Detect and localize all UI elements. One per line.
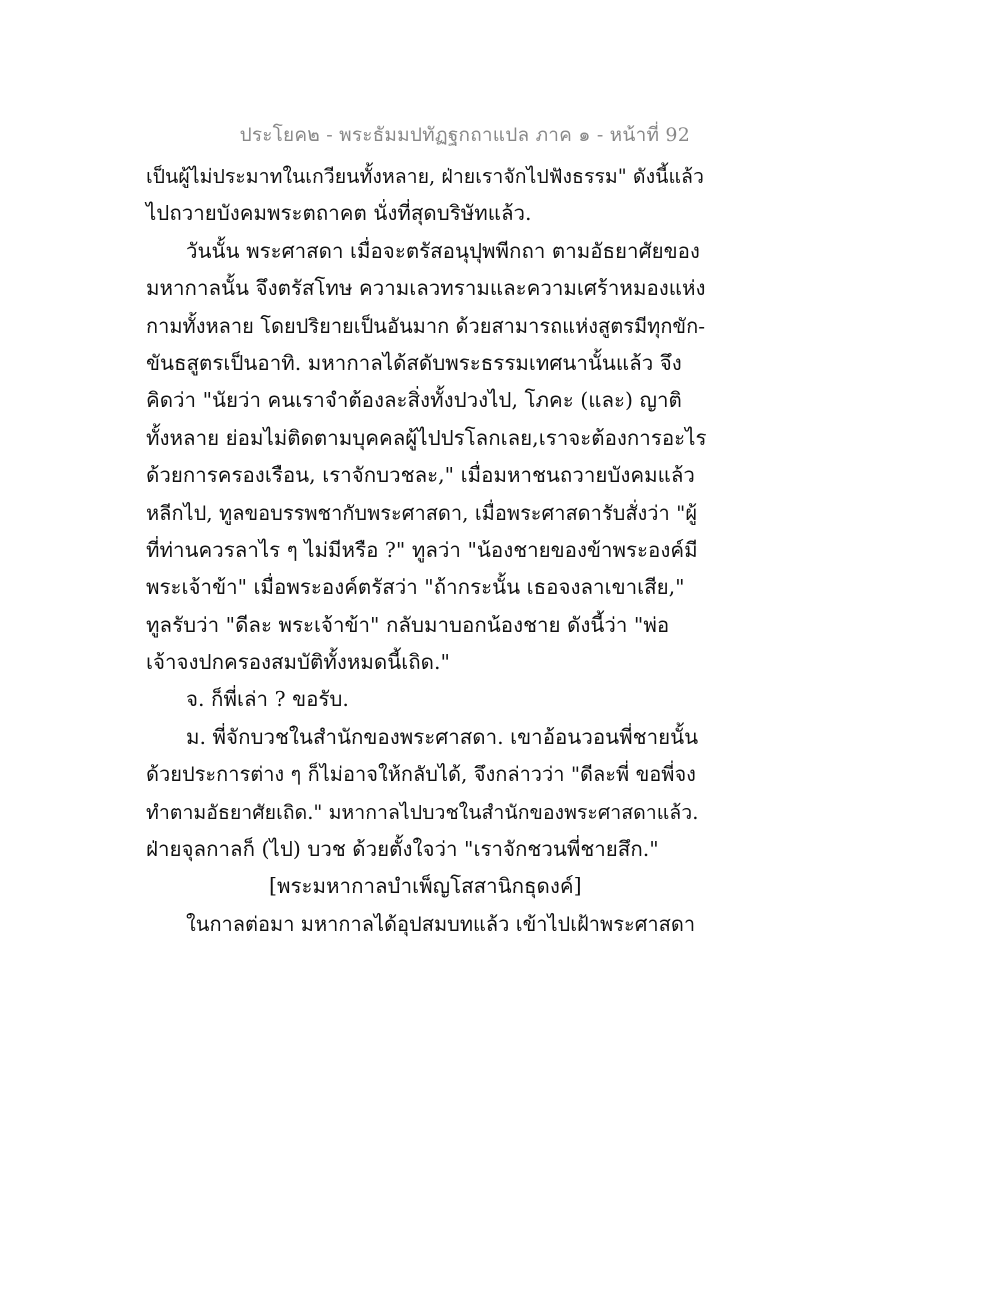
text-line: ทั้งหลาย ย่อมไม่ติดตามบุคคลผู้ไปปรโลกเลย,เราจะต้องการอะไร	[146, 425, 707, 450]
text-line: คิดว่า "นัยว่า คนเราจำต้องละสิ่งทั้งปวงไป, โภคะ (และ) ญาติ	[146, 388, 682, 413]
running-header: ประโยค๒ - พระธัมมปทัฏฐกถาแปล ภาค ๑ - หน้าที่ 92	[239, 124, 690, 146]
text-line: ทำตามอัธยาศัยเถิด." มหากาลไปบวชในสำนักของพระศาสดาแล้ว.	[146, 800, 699, 824]
text-line: ขันธสูตรเป็นอาทิ. มหากาลได้สดับพระธรรมเทศนานั้นแล้ว จึง	[146, 350, 682, 375]
text-line: หลีกไป, ทูลขอบรรพชากับพระศาสดา, เมื่อพระศาสดารับสั่งว่า "ผู้	[146, 500, 698, 525]
text-line: เจ้าจงปกครองสมบัติทั้งหมดนี้เถิด."	[146, 650, 450, 675]
text-line: ทูลรับว่า "ดีละ พระเจ้าข้า" กลับมาบอกน้องชาย ดังนี้ว่า "พ่อ	[146, 612, 670, 637]
text-line: มหากาลนั้น จึงตรัสโทษ ความเลวทรามและความเศร้าหมองแห่ง	[146, 276, 706, 301]
text-line: กามทั้งหลาย โดยปริยายเป็นอันมาก ด้วยสามารถแห่งสูตรมีทุกขัก-	[146, 313, 705, 338]
text-line: ด้วยประการต่าง ๆ ก็ไม่อาจให้กลับได้, จึงกล่าวว่า "ดีละพี่ ขอพี่จง	[146, 762, 696, 787]
text-line: ไปถวายบังคมพระตถาคต นั่งที่สุดบริษัทแล้ว.	[146, 201, 532, 226]
text-line: ด้วยการครองเรือน, เราจักบวชละ," เมื่อมหาชนถวายบังคมแล้ว	[146, 463, 695, 488]
paragraph-first-line: วันนั้น พระศาสดา เมื่อจะตรัสอนุปุพพีกถา ตามอัธยาศัยของ	[186, 238, 700, 263]
paragraph-first-line: ในกาลต่อมา มหากาลได้อุปสมบทแล้ว เข้าไปเฝ้าพระศาสดา	[186, 911, 696, 936]
text-line: พระเจ้าข้า" เมื่อพระองค์ตรัสว่า "ถ้ากระนั้น เธอจงลาเขาเสีย,"	[146, 575, 685, 600]
text-line: ที่ท่านควรลาไร ๆ ไม่มีหรือ ?" ทูลว่า "น้องชายของข้าพระองค์มี	[146, 537, 698, 562]
body-text	[146, 158, 706, 943]
dialogue-line: ม. พี่จักบวชในสำนักของพระศาสดา. เขาอ้อนวอนพี่ชายนั้น	[186, 724, 699, 749]
section-heading: [พระมหากาลบำเพ็ญโสสานิกธุดงค์]	[269, 874, 582, 899]
text-line: ฝ่ายจุลกาลก็ (ไป) บวช ด้วยตั้งใจว่า "เราจักชวนพี่ชายสึก."	[146, 837, 659, 862]
dialogue-line: จ. ก็พี่เล่า ? ขอรับ.	[186, 687, 349, 712]
text-line: เป็นผู้ไม่ประมาทในเกวียนทั้งหลาย, ฝ่ายเราจักไปฟังธรรม" ดังนี้แล้ว	[146, 165, 704, 188]
